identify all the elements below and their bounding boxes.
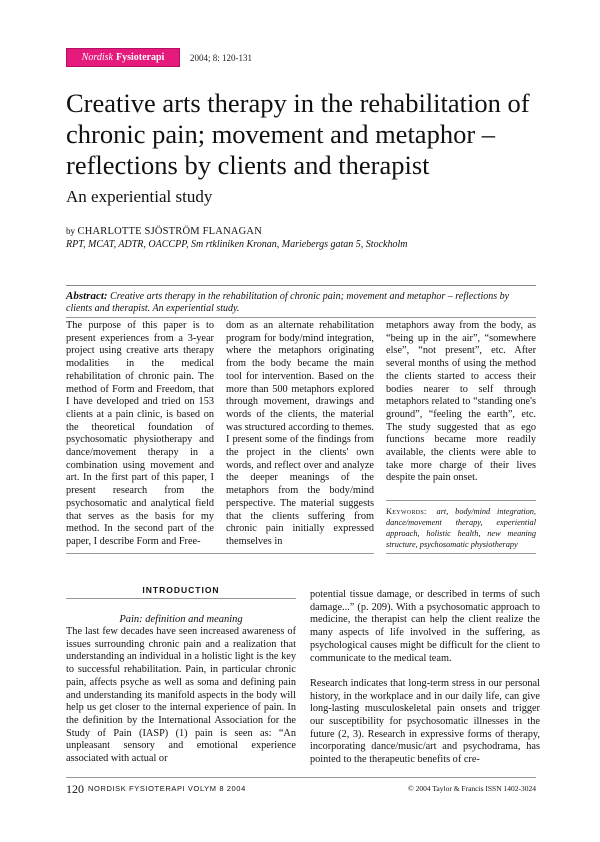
abstract-column-2: dom as an alternate rehabilitation program for body/mind integration, where the metaphors originating from the body became the main tool for intervention. Based on the more than 500 metaphors explored through movement, drawings and words of the clients, the material was structured according to themes. I present some of the findings from the project in the clients' own words, and reflect over and analyze the deeper meanings of the metaphors from the body/mind perspective. The material suggests that the clients suffering from chronic pain initially expressed themselves in — [226, 320, 374, 547]
page-number: 120 — [66, 782, 84, 796]
author-affiliation: RPT, MCAT, ADTR, OACCPP, Sm rtkliniken Kronan, Mariebergs gatan 5, Stockholm — [66, 239, 408, 250]
running-head: NORDISK FYSIOTERAPI VOLYM 8 2004 — [88, 784, 246, 793]
section-rule — [66, 598, 296, 599]
body-column-2 — [310, 589, 540, 767]
journal-name: Fysioterapi — [115, 52, 165, 63]
copyright: © 2004 Taylor & Francis ISSN 1402-3024 — [408, 784, 536, 793]
article-title: Creative arts therapy in the rehabilitation of chronic pain; movement and metaphor – reflections by clients and therapist — [66, 88, 530, 180]
abstract-rule-top — [66, 285, 536, 286]
citation: 2004; 8: 120-131 — [190, 53, 252, 63]
abstract-column-1: The purpose of this paper is to present experiences from a 3-year project using creative arts therapy modalities in the medical rehabilitation of chronic pain. The method of Form and Freedom, that I have developed and tried on 153 clients at a pain clinic, is based on the theoretical foundation of psychosomatic physiotherapy and dance/movement therapy in a combination using movement and art. In the first part of this paper, I present research from the psychosomatic and analytical field that serves as the basis for my method. In the second part of the paper, I describe Form and Free- — [66, 320, 214, 547]
abstract-column-3: metaphors away from the body, as “being up in the air”, “somewhere else”, “not present”, etc. After several months of using the method the clients started to access their bodies nearer to self through metaphors related to “standing one's ground”, “feeling the earth”, etc. The study suggested that as ego functions became more readily available, the clients were able to take more charge of their lives despite the pain onset. — [386, 320, 536, 484]
keywords-label: Keywords: — [386, 507, 427, 516]
keywords-rule — [386, 500, 536, 501]
abstract-label: Abstract: — [66, 290, 108, 302]
abstract-rule-mid — [66, 317, 536, 318]
by-label: by — [66, 226, 75, 236]
keywords-rule-bottom — [386, 553, 536, 554]
journal-prefix: Nordisk — [81, 52, 113, 63]
article-subtitle: An experiential study — [66, 187, 213, 206]
abstract-title-text: Creative arts therapy in the rehabilitation of chronic pain; movement and metaphor – reflections by clients and therapist. An experiential study. — [66, 291, 510, 314]
body-column-1: The last few decades have seen increased awareness of issues surrounding chronic pain and a realization that understanding an individual in a holistic light is the key to successful rehabilitation. Pain, in particular chronic pain, affects psyche as well as soma and defining pain and understanding its manifold aspects in the body will help us get closer to the internal experience of pain. In the definition by the International Association for the Study of Pain (IASP) (1) pain is seen as: “An unpleasant sensory and emotional experience associated with actual or — [66, 626, 296, 765]
body-paragraph: Research indicates that long-term stress in our personal history, in the workplace and in our daily life, can give long-lasting musculoskeletal pain onsets and trigger our susceptibility for psychosomatic illnesses in the future (2, 3). Research in expressive forms of therapy, incorporating dance/music/art and psychodrama, has pointed to the therapeutic benefits of cre- — [310, 677, 540, 766]
abstract-rule-bottom — [66, 553, 374, 554]
author-name: CHARLOTTE SJÖSTRÖM FLANAGAN — [77, 226, 262, 237]
body-paragraph: potential tissue damage, or described in terms of such damage...” (p. 209). With a psychosomatic approach to medicine, the therapist can help the client realize the many aspects of life involved in the suffering, as psychological causes might be difficult for the client to communicate to the medical team. — [310, 589, 540, 664]
journal-badge — [66, 48, 180, 67]
keywords — [386, 506, 536, 550]
section-heading: INTRODUCTION — [142, 585, 220, 595]
footer-rule — [66, 777, 536, 778]
byline — [66, 226, 262, 237]
keywords-text: art, body/mind integration, dance/movement therapy, experiential approach, holistic health, new meaning structure, psychosomatic physiotherapy — [386, 507, 536, 549]
subsection-heading: Pain: definition and meaning — [119, 614, 243, 625]
abstract-header — [66, 290, 536, 315]
